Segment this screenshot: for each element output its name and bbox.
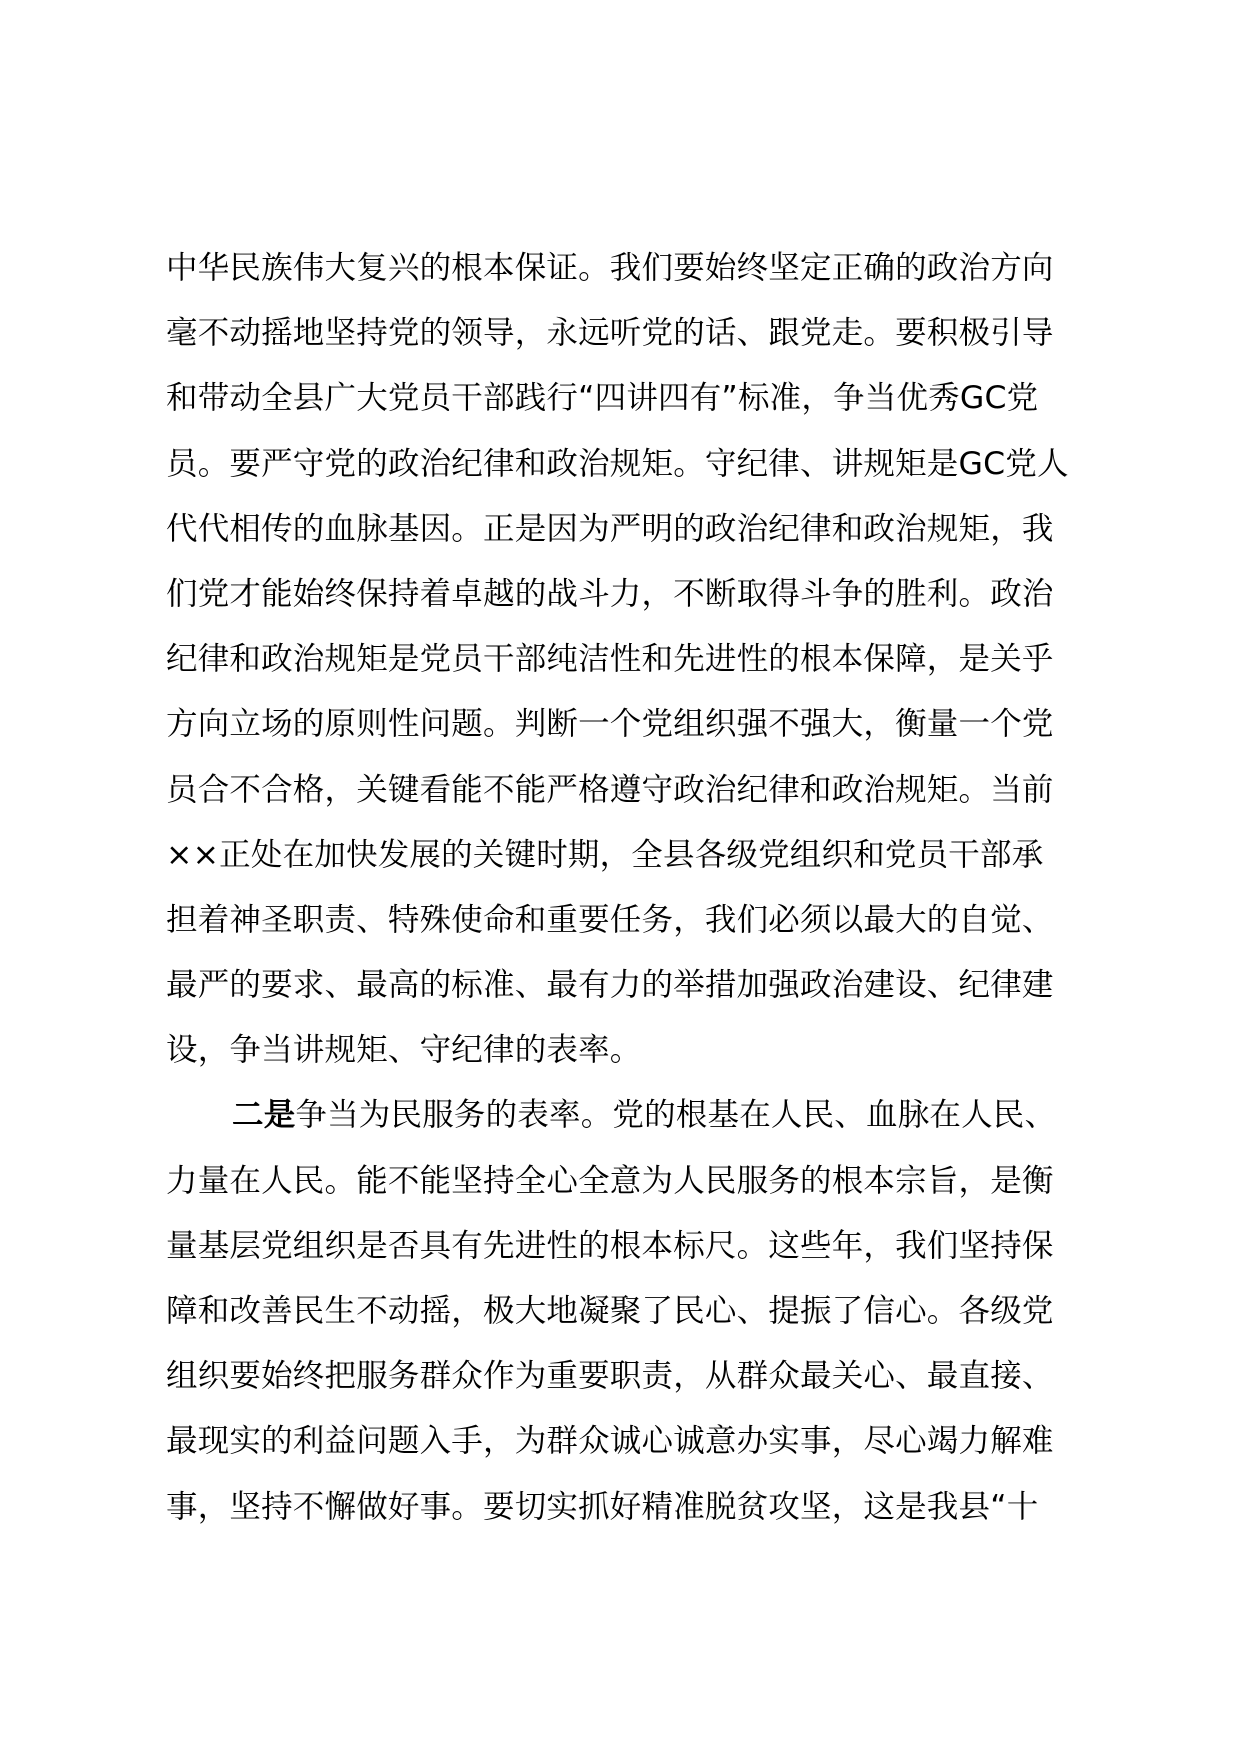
text-line: 担着神圣职责、特殊使命和重要任务，我们必须以最大的自觉、 (166, 901, 1054, 938)
text-line: 们党才能始终保持着卓越的战斗力，不断取得斗争的胜利。政治 (166, 575, 1054, 612)
text-line: 中华民族伟大复兴的根本保证。我们要始终坚定正确的政治方向 (166, 250, 1054, 286)
text-line: 员合不合格，关键看能不能严格遵守政治纪律和政治规矩。当前 (166, 771, 1054, 808)
section-lead: 二是 (232, 1097, 296, 1134)
text-line: 纪律和政治规矩是党员干部纯洁性和先进性的根本保障，是关乎 (166, 641, 1054, 678)
text-line: 代代相传的血脉基因。正是因为严明的政治纪律和政治规矩，我 (166, 510, 1054, 547)
section-first-line-text: 争当为民服务的表率。党的根基在人民、血脉在人民、 (295, 1097, 1057, 1134)
text-line: 量基层党组织是否具有先进性的根本标尺。这些年，我们坚持保 (166, 1227, 1054, 1264)
paragraph-first-line (166, 1083, 1106, 1148)
text-line: 设，争当讲规矩、守纪律的表率。 (166, 1032, 642, 1069)
text-line: 力量在人民。能不能坚持全心全意为人民服务的根本宗旨，是衡 (166, 1162, 1054, 1199)
text-line: 最现实的利益问题入手，为群众诚心诚意办实事，尽心竭力解难 (166, 1423, 1054, 1460)
text-line: 员。要严守党的政治纪律和政治规矩。守纪律、讲规矩是GC党人 (166, 445, 1069, 482)
text-line: 事，坚持不懈做好事。要切实抓好精准脱贫攻坚，这是我县“十 (166, 1488, 1039, 1525)
text-line: 和带动全县广大党员干部践行“四讲四有”标准，争当优秀GC党 (166, 380, 1039, 417)
text-line: ××正处在加快发展的关键时期，全县各级党组织和党员干部承 (166, 836, 1044, 873)
text-line: 最严的要求、最高的标准、最有力的举措加强政治建设、纪律建 (166, 967, 1054, 1004)
text-line: 障和改善民生不动摇，极大地凝聚了民心、提振了信心。各级党 (166, 1293, 1054, 1329)
text-line: 组织要始终把服务群众作为重要职责，从群众最关心、最直接、 (166, 1358, 1054, 1395)
text-line: 方向立场的原则性问题。判断一个党组织强不强大，衡量一个党 (166, 706, 1054, 743)
document-body (166, 236, 1106, 1540)
text-line: 毫不动摇地坚持党的领导，永远听党的话、跟党走。要积极引导 (166, 315, 1054, 352)
